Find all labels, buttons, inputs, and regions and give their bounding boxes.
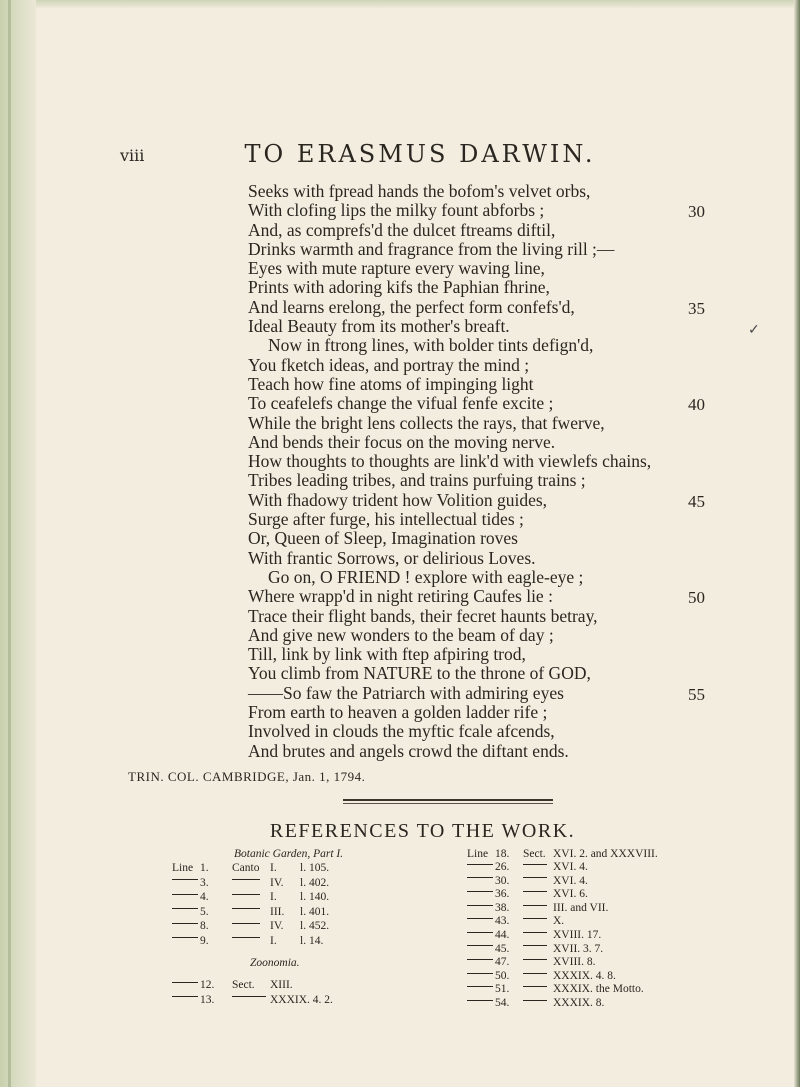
reference-row <box>467 929 658 943</box>
line-number-ref: 43. <box>495 915 510 928</box>
poem-line: And learns erelong, the perfect form confefs'd, <box>248 296 575 317</box>
ditto-dash <box>523 918 547 919</box>
ditto-dash <box>467 959 493 960</box>
poem-body <box>248 182 698 761</box>
poem-line: From earth to heaven a golden ladder rife ; <box>248 702 548 723</box>
line-number: 35 <box>688 298 705 318</box>
section-reference: XIII. <box>270 979 293 991</box>
poem-line: Teach how fine atoms of impinging light <box>248 373 534 394</box>
reference-row <box>467 997 658 1011</box>
line-number-ref: 45. <box>495 942 510 955</box>
ditto-dash <box>172 923 198 924</box>
section-label: Sect. <box>232 979 255 991</box>
margin-tick-mark: ✓ <box>748 322 760 338</box>
ditto-dash <box>467 945 493 946</box>
section-rule-thin <box>343 803 553 804</box>
reference-row <box>467 861 658 875</box>
line-number-ref: 4. <box>200 891 209 903</box>
ditto-dash <box>232 894 260 895</box>
ditto-dash <box>523 945 547 946</box>
section-rule <box>343 799 553 801</box>
line-number: 40 <box>688 395 705 415</box>
reference-row <box>467 970 658 984</box>
line-number-ref: 50. <box>495 969 510 982</box>
poem-line: Go on, O FRIEND ! explore with eagle-eye ; <box>268 566 584 587</box>
line-number-ref: 8. <box>200 920 209 932</box>
reference-row <box>467 956 658 970</box>
ditto-dash <box>523 986 547 987</box>
poem-line: With frantic Sorrows, or delirious Loves. <box>248 547 536 568</box>
line-number: 30 <box>688 202 705 222</box>
line-number-ref: 9. <box>200 934 209 947</box>
line-number-ref: 3. <box>200 876 209 889</box>
ditto-dash <box>523 877 547 878</box>
poem-line: And brutes and angels crowd the diftant ends. <box>248 740 569 761</box>
poem-line: Ideal Beauty from its mother's breaft. <box>248 316 510 337</box>
poem-line: Till, link by link with ftep afpiring trod, <box>248 644 526 665</box>
line-label: Line <box>172 862 194 874</box>
poem-line: While the bright lens collects the rays, that fwerve, <box>248 412 605 433</box>
ditto-dash <box>172 908 198 909</box>
references-left-column <box>172 847 343 1007</box>
ditto-dash <box>523 932 547 933</box>
section-reference: XXXIX. the Motto. <box>553 983 644 996</box>
poem-line: With fhadowy trident how Volition guides, <box>248 489 548 510</box>
canto-number: IV. <box>270 920 284 932</box>
references-right-column <box>467 847 658 1011</box>
signoff: TRIN. COL. CAMBRIDGE, Jan. 1, 1794. <box>128 769 366 784</box>
reference-row <box>467 875 658 889</box>
ditto-dash <box>467 918 493 919</box>
canto-number: I. <box>270 862 277 874</box>
ditto-dash <box>172 982 198 983</box>
canto-label: Canto <box>232 862 260 874</box>
ditto-dash <box>523 1000 547 1001</box>
ditto-dash <box>172 996 198 997</box>
line-number: 50 <box>688 588 705 608</box>
poem-line: Involved in clouds the myftic fcale afcends, <box>248 721 555 742</box>
ditto-dash <box>232 996 266 997</box>
line-reference: l. 401. <box>300 905 330 918</box>
references-title: REFERENCES TO THE WORK. <box>269 820 576 842</box>
ditto-dash <box>523 864 547 865</box>
botanic-garden-heading: Botanic Garden, Part I. <box>234 848 344 860</box>
running-title: TO ERASMUS DARWIN. <box>244 140 596 168</box>
ditto-dash <box>232 879 260 880</box>
section-reference: XXXIX. 4. 8. <box>553 969 616 982</box>
poem-line: Drinks warmth and fragrance from the living rill ;— <box>248 238 615 259</box>
poem-line: You fketch ideas, and portray the mind ; <box>248 354 530 375</box>
poem-line: Prints with adoring kifs the Paphian fhrine, <box>248 277 550 298</box>
section-reference: XVI. 2. and XXXVIII. <box>553 848 658 860</box>
ditto-dash <box>467 905 493 906</box>
poem-line: ——So faw the Patriarch with admiring eyes <box>248 682 564 703</box>
canto-number: III. <box>270 905 285 918</box>
reference-row <box>172 934 343 949</box>
section-reference: XVI. 4. <box>553 861 588 873</box>
reference-row <box>172 876 343 891</box>
ditto-dash <box>172 879 198 880</box>
line-number-ref: 1. <box>200 862 209 874</box>
line-number-ref: 18. <box>495 848 510 860</box>
ditto-dash <box>523 973 547 974</box>
line-number-ref: 38. <box>495 901 510 914</box>
line-number-ref: 51. <box>495 983 510 996</box>
ditto-dash <box>172 937 198 938</box>
section-reference: XXXIX. 4. 2. <box>270 993 333 1006</box>
poem-line: And bends their focus on the moving nerve. <box>248 431 556 452</box>
ditto-dash <box>232 923 260 924</box>
section-reference: XVII. 3. 7. <box>553 942 604 955</box>
line-reference: l. 105. <box>300 862 330 874</box>
ditto-dash <box>523 891 547 892</box>
poem-line: Eyes with mute rapture every waving line, <box>248 258 545 279</box>
poem-line: How thoughts to thoughts are link'd with viewlefs chains, <box>248 451 652 472</box>
reference-row <box>467 902 658 916</box>
reference-row <box>172 978 343 993</box>
reference-row <box>172 919 343 934</box>
reference-row <box>172 861 343 876</box>
zoonomia-heading: Zoonomia. <box>250 957 300 969</box>
ditto-dash <box>172 894 198 895</box>
section-reference: XXXIX. 8. <box>553 996 605 1009</box>
reference-row <box>172 905 343 920</box>
reference-row <box>467 983 658 997</box>
line-number: 55 <box>688 684 705 704</box>
poem-line: Surge after furge, his intellectual tides ; <box>248 509 524 530</box>
reference-row <box>172 993 343 1008</box>
ditto-dash <box>467 973 493 974</box>
poem-line: With clofing lips the milky fount abforbs ; <box>248 200 545 221</box>
ditto-dash <box>523 905 547 906</box>
line-number-ref: 5. <box>200 905 209 918</box>
canto-number: I. <box>270 891 277 903</box>
line-number-ref: 30. <box>495 874 510 887</box>
line-number: 45 <box>688 491 705 511</box>
line-number-ref: 44. <box>495 928 510 941</box>
reference-row <box>172 890 343 905</box>
line-number-ref: 36. <box>495 888 510 901</box>
line-reference: l. 140. <box>300 891 330 903</box>
ditto-dash <box>467 1000 493 1001</box>
reference-row <box>467 915 658 929</box>
ditto-dash <box>232 908 260 909</box>
canto-number: I. <box>270 934 277 947</box>
reference-row <box>467 943 658 957</box>
poem-line: Where wrapp'd in night retiring Caufes lie : <box>248 586 553 607</box>
ditto-dash <box>467 932 493 933</box>
poem-line: Now in ftrong lines, with bolder tints defign'd, <box>268 335 594 356</box>
section-label: Sect. <box>523 848 546 860</box>
ditto-dash <box>523 959 547 960</box>
poem-line: And, as comprefs'd the dulcet ftreams diftil, <box>248 219 556 240</box>
section-reference: XVIII. 17. <box>553 928 602 941</box>
ditto-dash <box>232 937 260 938</box>
line-number-ref: 13. <box>200 993 215 1006</box>
section-reference: XVIII. 8. <box>553 956 596 969</box>
line-reference: l. 402. <box>300 876 330 889</box>
section-reference: X. <box>553 915 565 928</box>
canto-number: IV. <box>270 876 284 889</box>
section-reference: III. and VII. <box>553 901 609 914</box>
page-top-shadow <box>0 0 800 8</box>
section-reference: XVI. 4. <box>553 874 588 887</box>
poem-line: To ceafelefs change the vifual fenfe excite ; <box>248 393 554 414</box>
section-reference: XVI. 6. <box>553 888 588 901</box>
line-number-ref: 26. <box>495 861 510 873</box>
ditto-dash <box>467 891 493 892</box>
line-label: Line <box>467 848 489 860</box>
ditto-dash <box>467 864 493 865</box>
poem-line: Or, Queen of Sleep, Imagination roves <box>248 528 518 549</box>
line-reference: l. 452. <box>300 920 330 932</box>
ditto-dash <box>467 877 493 878</box>
reference-row <box>467 888 658 902</box>
ditto-dash <box>467 986 493 987</box>
poem-line: You climb from NATURE to the throne of GOD, <box>248 663 591 684</box>
poem-line: And give new wonders to the beam of day ; <box>248 624 554 645</box>
poem-line: Tribes leading tribes, and trains purfuing trains ; <box>248 470 586 491</box>
poem-line: Trace their flight bands, their fecret haunts betray, <box>248 605 598 626</box>
page-header <box>0 140 800 170</box>
reference-row <box>467 847 658 861</box>
line-reference: l. 14. <box>300 934 324 947</box>
line-number-ref: 12. <box>200 979 215 991</box>
line-number-ref: 54. <box>495 996 510 1009</box>
line-number-ref: 47. <box>495 956 510 969</box>
page-folio: viii <box>120 146 145 165</box>
poem-line: Seeks with fpread hands the bofom's velvet orbs, <box>248 181 591 201</box>
